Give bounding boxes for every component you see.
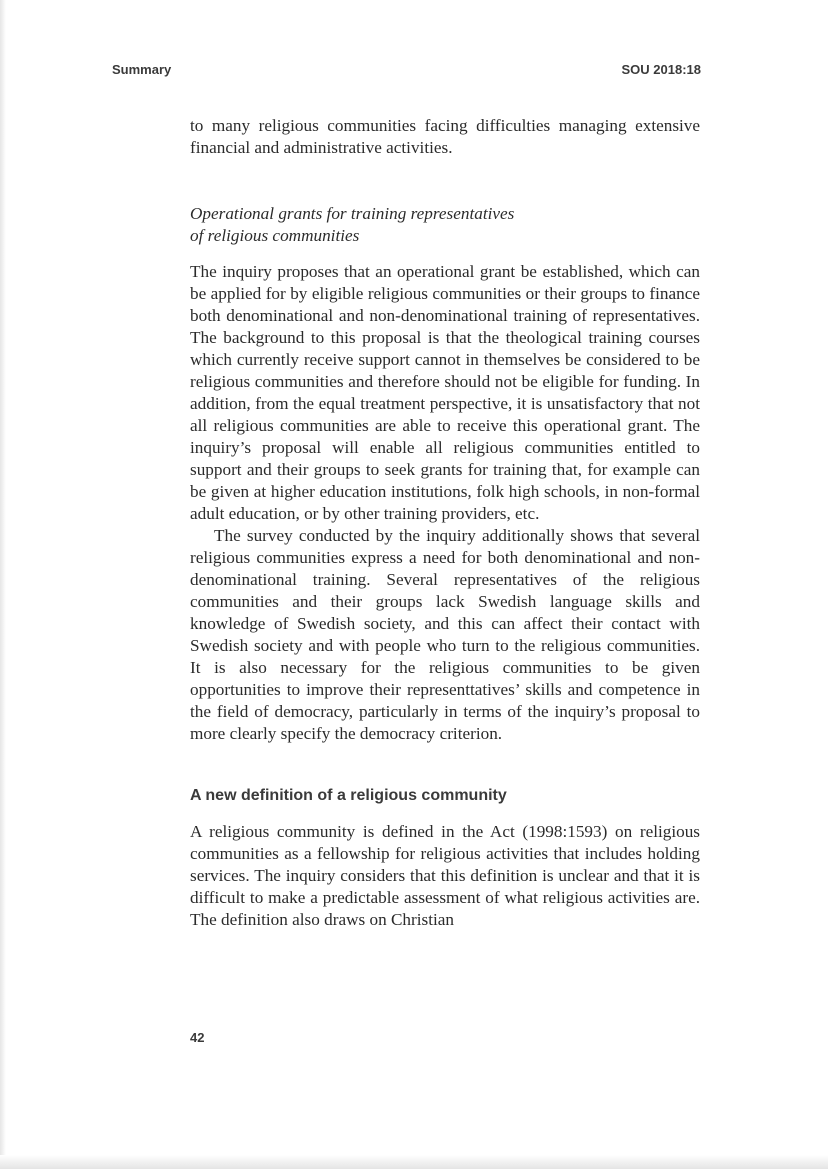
page-shadow-bottom — [0, 1155, 828, 1169]
subheading-operational-grants — [190, 203, 700, 247]
subheading-line-1: Operational grants for training representatives — [190, 204, 515, 223]
paragraph-definition: A religious community is defined in the Act (1998:1593) on religious communities as a fellowship for religious activities that includes holding services. The inquiry considers that this definition is unclear and that it is difficult to make a predictable assessment of what religious activities are. The definition also draws on Christian — [190, 822, 700, 929]
running-head-right: SOU 2018:18 — [621, 62, 701, 77]
page-body — [190, 115, 700, 931]
section-heading-new-definition: A new definition of a religious community — [190, 787, 507, 804]
paragraph-proposal: The inquiry proposes that an operational grant be established, which can be applied for by eligible religious communities or their groups to finance both denominational and non-denominational training of representatives. The background to this proposal is that the theological training courses which currently receive support cannot in themselves be considered to be religious communities and therefore should not be eligible for funding. In addition, from the equal treatment perspective, it is unsatisfactory that not all religious communities are able to receive this operational grant. The inquiry’s proposal will enable all religious communities entitled to support and their groups to seek grants for training that, for example can be given at higher education institutions, folk high schools, in non-formal adult education, or by other training providers, etc. — [190, 262, 700, 523]
page-number: 42 — [190, 1030, 205, 1045]
paragraph-continuation: to many religious communities facing difficulties managing extensive financial and administrative activities. — [190, 116, 700, 157]
subheading-line-2: of religious communities — [190, 226, 360, 245]
paragraph-survey: The survey conducted by the inquiry additionally shows that several religious communities express a need for both denominational and non-denominational training. Several representatives of the religious communities and their groups lack Swedish language skills and knowledge of Swedish society, and this can affect their contact with Swedish society and with people who turn to the religious communities. It is also necessary for the religious communities to be given opportunities to improve their representtatives’ skills and competence in the field of democracy, particularly in terms of the inquiry’s proposal to more clearly specify the democracy criterion. — [190, 526, 700, 743]
running-head-left: Summary — [112, 62, 172, 77]
page-shadow-left — [0, 0, 6, 1169]
